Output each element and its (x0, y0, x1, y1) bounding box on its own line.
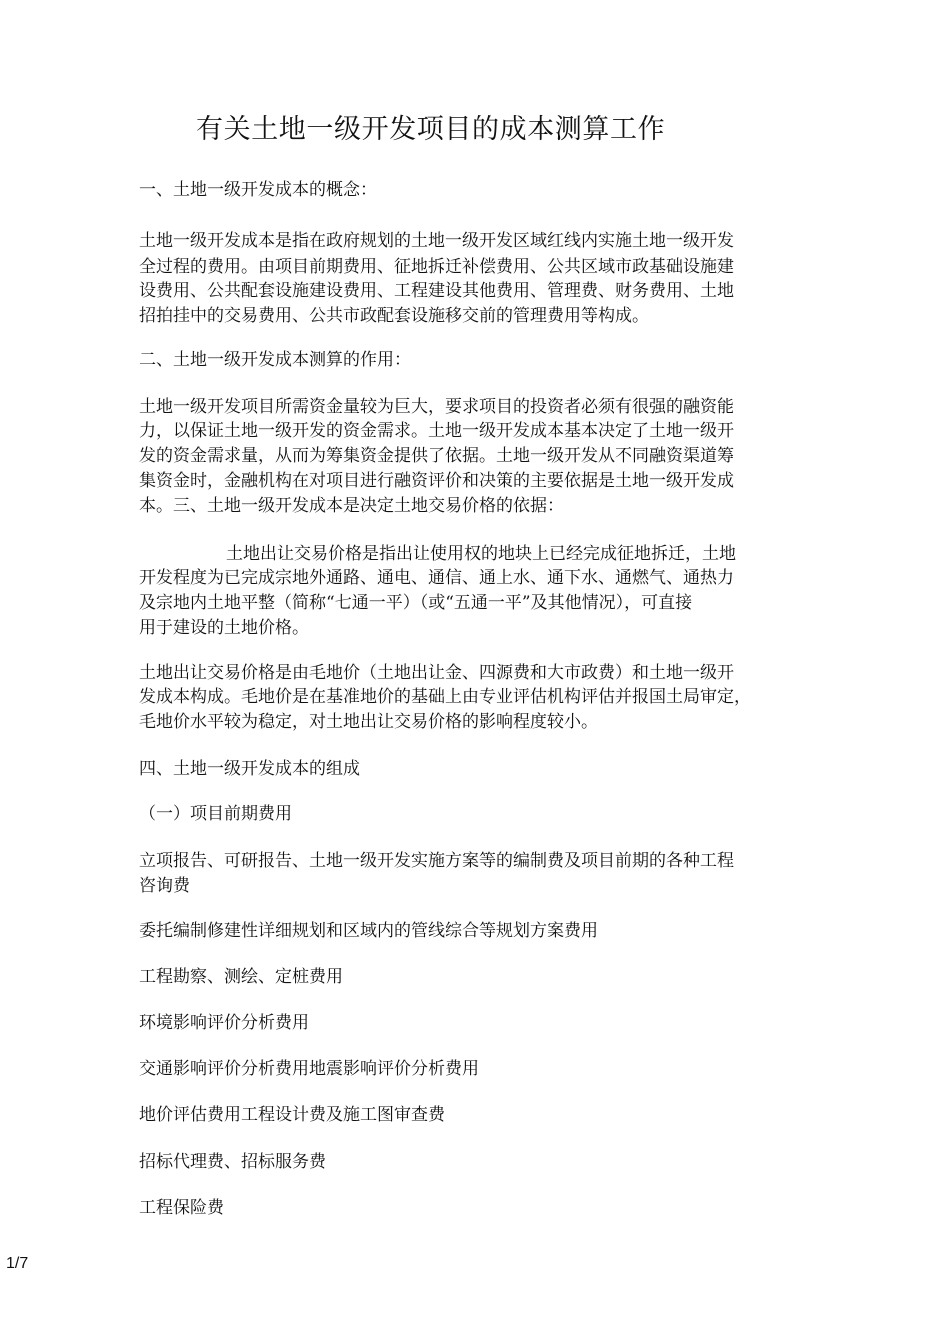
paragraph-line: 全过程的费用。由项目前期费用、征地拆迁补偿费用、公共区域市政基础设施建 (139, 257, 734, 277)
paragraph-line: 发的资金需求量，从而为筹集资金提供了依据。土地一级开发从不同融资渠道筹 (139, 446, 734, 466)
paragraph-line: 土地一级开发成本是指在政府规划的土地一级开发区域红线内实施土地一级开发 (139, 231, 734, 251)
paragraph-line: 及宗地内土地平整（简称“七通一平）（或“五通一平”及其他情况），可直接 (139, 593, 693, 613)
subsection-heading: （一）项目前期费用 (139, 804, 292, 824)
paragraph-line: 用于建设的土地价格。 (139, 618, 309, 638)
paragraph-line: 招拍挂中的交易费用、公共市政配套设施移交前的管理费用等构成。 (139, 306, 649, 326)
paragraph-line: 发成本构成。毛地价是在基准地价的基础上由专业评估机构评估并报国土局审定， (139, 687, 751, 707)
list-item: 招标代理费、招标服务费 (139, 1152, 326, 1172)
document-title: 有关土地一级开发项目的成本测算工作 (196, 114, 666, 145)
list-item: 咨询费 (139, 876, 190, 896)
paragraph-line: 集资金时，金融机构在对项目进行融资评价和决策的主要依据是土地一级开发成 (139, 471, 734, 491)
paragraph-line: 土地一级开发项目所需资金量较为巨大，要求项目的投资者必须有很强的融资能 (139, 397, 734, 417)
paragraph-line: 土地出让交易价格是由毛地价（土地出让金、四源费和大市政费）和土地一级开 (139, 663, 734, 683)
list-item: 环境影响评价分析费用 (139, 1013, 309, 1033)
paragraph-line: 本。三、土地一级开发成本是决定土地交易价格的依据： (139, 496, 564, 516)
paragraph-line: 开发程度为已完成宗地外通路、通电、通信、通上水、通下水、通燃气、通热力 (139, 568, 734, 588)
list-item: 立项报告、可研报告、土地一级开发实施方案等的编制费及项目前期的各种工程 (139, 851, 734, 871)
paragraph-line: 设费用、公共配套设施建设费用、工程建设其他费用、管理费、财务费用、土地 (139, 281, 734, 301)
list-item: 地价评估费用工程设计费及施工图审查费 (139, 1105, 445, 1125)
list-item: 工程勘察、测绘、定桩费用 (139, 967, 343, 987)
list-item: 委托编制修建性详细规划和区域内的管线综合等规划方案费用 (139, 921, 598, 941)
section-heading-1: 一、土地一级开发成本的概念： (139, 180, 377, 200)
section-heading-2: 二、土地一级开发成本测算的作用： (139, 350, 411, 370)
list-item: 交通影响评价分析费用地震影响评价分析费用 (139, 1059, 479, 1079)
paragraph-line: 力，以保证土地一级开发的资金需求。土地一级开发成本基本决定了土地一级开 (139, 421, 734, 441)
page-number: 1/7 (6, 1255, 29, 1272)
section-heading-4: 四、土地一级开发成本的组成 (139, 759, 360, 779)
list-item: 工程保险费 (139, 1198, 224, 1218)
paragraph-line: 土地出让交易价格是指出让使用权的地块上已经完成征地拆迁，土地 (226, 544, 736, 564)
paragraph-line: 毛地价水平较为稳定，对土地出让交易价格的影响程度较小。 (139, 712, 598, 732)
